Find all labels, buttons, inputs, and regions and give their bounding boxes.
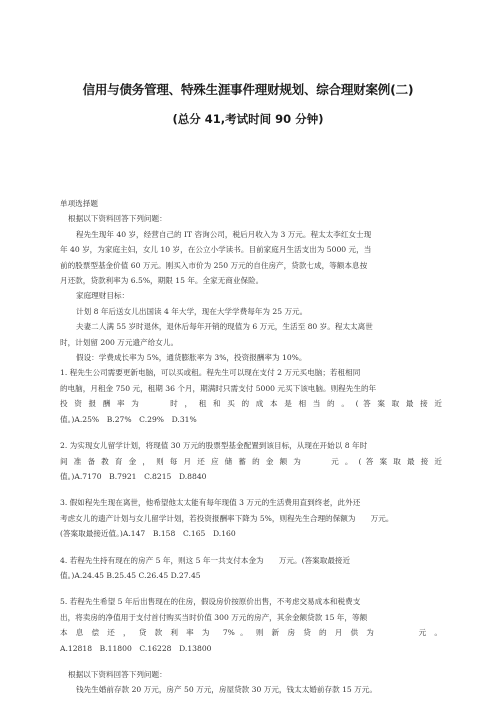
question-line: 2. 为实现女儿留学计划，将现值 30 万元的股票型基金配置到该目标，从现在开始以 8 年时 [60, 441, 368, 451]
question-line: 4. 若程先生持有现在的房产 5 年，则这 5 年一共支付本金为 万元。(答案取最接近 [60, 555, 351, 565]
question-line: 投 资 报 酬 率 为 时 ， 租 和 买 的 成 本 是 相 当 的 。 ( 答 案 取 最 接 近 [60, 399, 442, 409]
question-3 [60, 495, 442, 541]
case-intro: 根据以下资料回答下列问题： [68, 669, 167, 679]
document-body [60, 196, 442, 698]
question-options: A.12818 B.11800 C.16228 D.13800 [60, 643, 212, 653]
case-line: 程先生现年 40 岁，经营自己的 IT 咨询公司，税后月收入为 3 万元。程太太李红女士现 [76, 229, 372, 239]
question-line: 5. 若程先生希望 5 年后出售现在的住房，假设房价按原价出售，不考虑交易成本和税费支 [60, 597, 361, 607]
case-line: 月还款，贷款利率为 6.5%，期限 15 年。全家无商业保险。 [60, 276, 264, 286]
document-subtitle: (总分 41,考试时间 90 分钟) [172, 112, 324, 126]
question-line: 1. 程先生公司需要更新电脑，可以买或租。程先生可以现在支付 2 万元买电脑；若租相同 [60, 368, 361, 378]
question-line: 考虑女儿的遗产计划与女儿留学计划，若投资报酬率下降为 5%，则程先生合理的保额为 万元。 [60, 513, 394, 523]
question-line: 间 准 备 教 育 金 ， 则 每 月 还 应 储 蓄 的 金 额 为 元 。 ( 答 案 取 最 接 近 [60, 456, 442, 466]
question-options: 值。)A.24.45 B.25.45 C.26.45 D.27.45 [60, 570, 201, 580]
question-5 [60, 594, 442, 656]
question-options: 值。)A.7170 B.7921 C.8215 D.8840 [60, 471, 207, 481]
document-title: 信用与债务管理、特殊生涯事件理财规划、综合理财案例(二) [82, 82, 414, 97]
question-options: 值。)A.25% B.27% C.29% D.31% [60, 414, 197, 424]
case-line: 钱先生婚前存款 20 万元，房产 50 万元，房屋贷款 30 万元，钱太太婚前存款 15 万元。 [76, 685, 377, 695]
question-line: 本 息 偿 还 ， 贷 款 利 率 为 7% 。 则 新 房 贷 的 月 供 为 元 。 [60, 628, 442, 638]
question-1 [60, 365, 442, 427]
question-line: 的电脑，月租金 750 元，租期 36 个月，期满时只需支付 5000 元买下该电脑。则程先生的年 [60, 383, 377, 393]
goal-line: 计划 8 年后送女儿出国读 4 年大学，现在大学学费每年为 25 万元。 [76, 306, 308, 316]
assumption: 假设：学费成长率为 5%，通货膨胀率为 3%，投资报酬率为 10%。 [76, 353, 307, 363]
goal-heading: 家庭理财目标： [76, 291, 130, 301]
case-line: 年 40 岁，为家庭主妇，女儿 10 岁，在公立小学读书。目前家庭月生活支出为 5000 元，当 [60, 245, 372, 255]
question-line: 3. 假如程先生现在离世，他希望他太太能有每年现值 3 万元的生活费用直到终老，此外还 [60, 498, 361, 508]
goal-line: 时，计划留 200 万元遗产给女儿。 [60, 337, 179, 347]
question-line: 出，将卖房的净值用于支付首付购买当时价值 300 万元的房产，其余金额贷款 15 年，等额 [60, 612, 368, 622]
question-4 [60, 553, 442, 584]
question-2 [60, 438, 442, 484]
case-description [60, 227, 442, 289]
case-intro: 根据以下资料回答下列问题： [68, 214, 167, 224]
section-heading: 单项选择题 [60, 199, 98, 208]
goal-line: 夫妻二人满 55 岁时退休，退休后每年开销的现值为 6 万元，生活至 80 岁。程太太离世 [76, 322, 373, 332]
case-line: 前的股票型基金价值 60 万元。刚买入市价为 250 万元的自住房产，贷款七成，等额本息按 [60, 260, 368, 270]
question-options: (答案取最接近值。)A.147 B.158 C.165 D.160 [60, 529, 236, 539]
